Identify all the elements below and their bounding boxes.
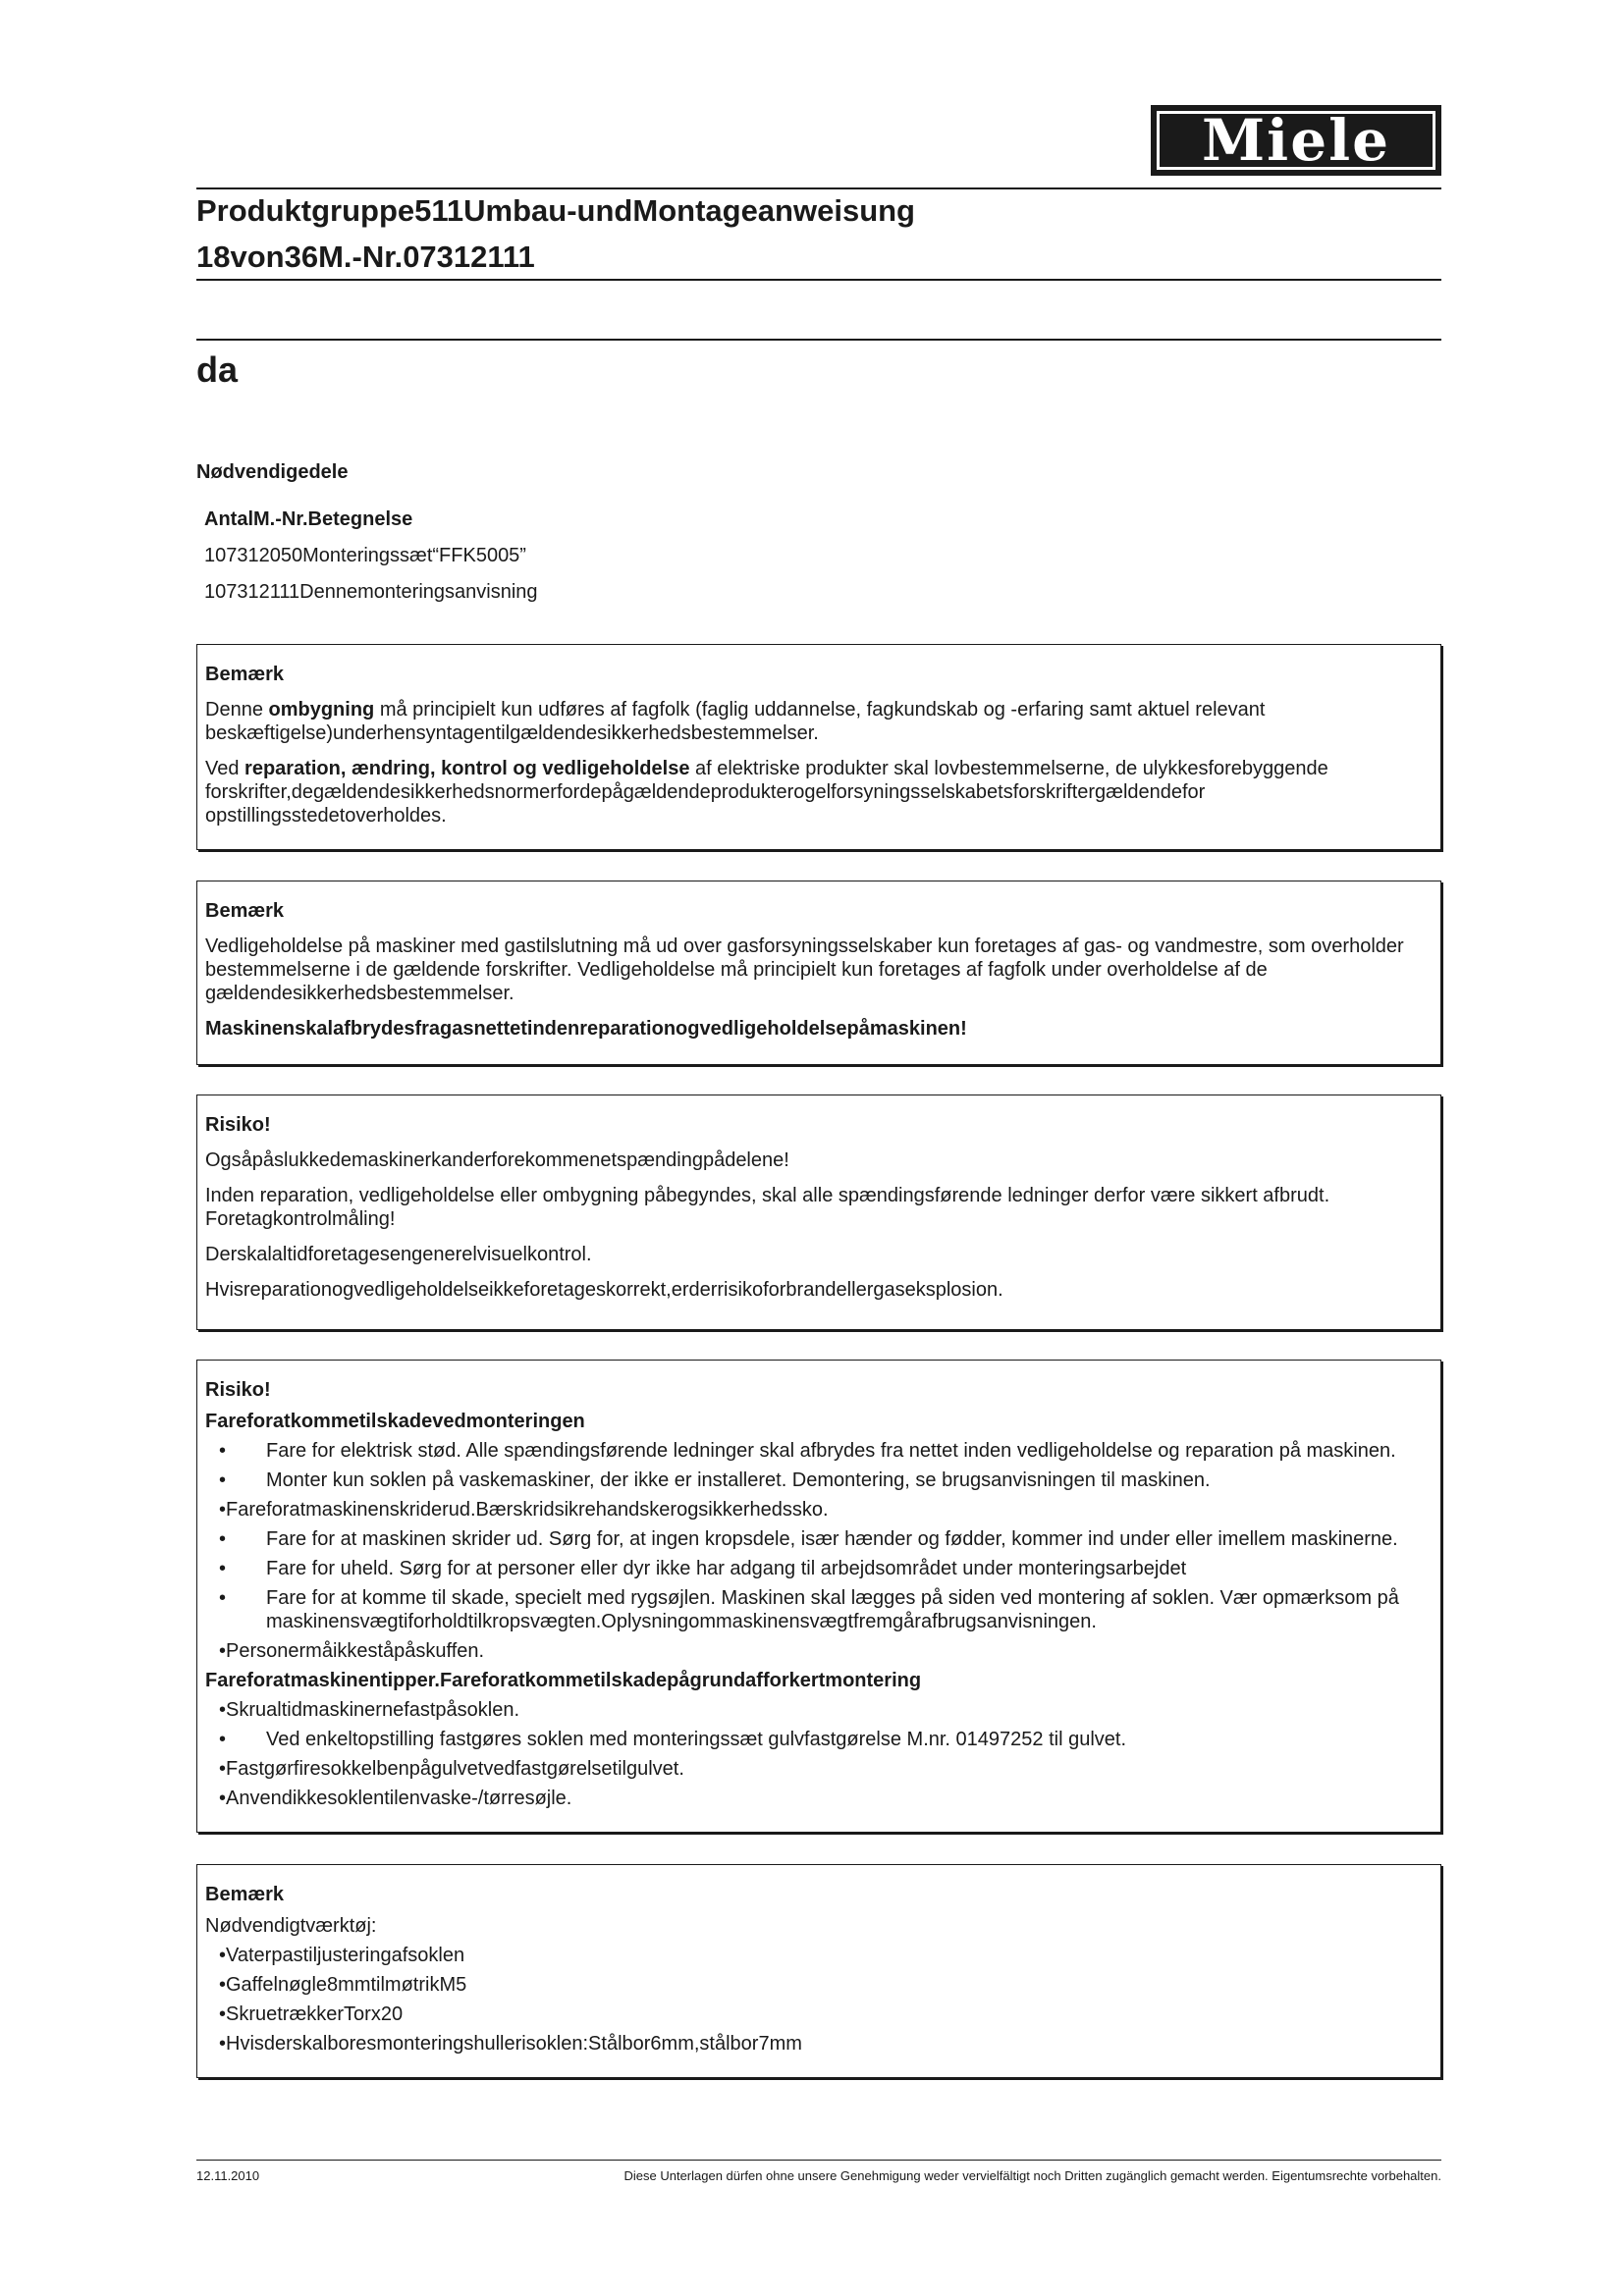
note-box-tools	[196, 1864, 1441, 2078]
header-rule-top	[196, 187, 1441, 189]
list-item: •Hvisderskalboresmonteringshullerisoklen:Stålbor6mm,stålbor7mm	[219, 2033, 802, 2055]
parts-table-row: 107312111Dennemonteringsanvisning	[204, 581, 538, 603]
box-title: Risiko!	[205, 1379, 271, 1401]
footer-rule	[196, 2160, 1441, 2161]
list-item: •Skrualtidmaskinernefastpåsoklen.	[219, 1699, 520, 1721]
parts-table-header: AntalM.-Nr.Betegnelse	[204, 508, 413, 530]
list-item: • Fare for at maskinen skrider ud. Sørg for, at ingen kropsdele, især hænder og fødder, kommer ind under eller imellem maskinerne.	[205, 1527, 1435, 1551]
brand-name: Miele	[1201, 107, 1391, 174]
document-page-info: 18von36M.-Nr.07312111	[196, 240, 535, 274]
list-item: • Fare for elektrisk stød. Alle spændingsførende ledninger skal afbrydes fra nettet inden vedligeholdelse og reparation på maskinen.	[205, 1439, 1435, 1463]
box-title: Bemærk	[205, 900, 285, 922]
list-item: •Vaterpastiljusteringafsoklen	[219, 1945, 465, 1966]
note-box-qualified-personnel	[196, 644, 1441, 850]
parts-table-row: 107312050Monteringssæt“FFK5005”	[204, 545, 526, 566]
box-title: Risiko!	[205, 1114, 271, 1136]
list-item: •Anvendikkesoklentilenvaske-/tørresøjle.	[219, 1788, 572, 1809]
required-parts-title: Nødvendigedele	[196, 461, 349, 483]
list-item: •SkruetrækkerTorx20	[219, 2003, 404, 2025]
hazard-list	[205, 1527, 1435, 1633]
list-item: • Fare for uheld. Sørg for at personer eller dyr ikke har adgang til arbejdsområdet under monteringsarbejdet	[205, 1557, 1435, 1580]
tools-list	[205, 1944, 1435, 2056]
miele-logo	[1151, 105, 1441, 176]
box-paragraph: Denne ombygning må principielt kun udføres af fagfolk (faglig uddannelse, fagkundskab og -erfaring samt aktuel relevant beskæftigelse)underhensyntagentilgældendesikkerhedsbestemmelser.	[205, 699, 1266, 744]
footer-date: 12.11.2010	[196, 2168, 260, 2183]
list-item: •Personermåikkeståpåskuffen.	[219, 1640, 485, 1662]
box-subheading: Fareforatmaskinentipper.Fareforatkommetilskadepågrundafforkertmontering	[205, 1670, 922, 1691]
required-parts-table	[204, 508, 538, 617]
risk-box-installation	[196, 1360, 1441, 1833]
box-paragraph: Vedligeholdelse på maskiner med gastilslutning må ud over gasforsyningsselskaber kun foretages af gas- og vandmestre, som overholder bestemmelserne i de gældende forskrifter. Vedligeholdelse må principielt kun foretages af fagfolk under overholdelse af de gældendesikkerhedsbestemmelser.	[205, 935, 1404, 1004]
list-item: • Monter kun soklen på vaskemaskiner, der ikke er installeret. Demontering, se brugsanvisningen til maskinen.	[205, 1468, 1435, 1492]
language-rule	[196, 339, 1441, 341]
hazard-list	[205, 1728, 1435, 1751]
risk-box-voltage	[196, 1095, 1441, 1330]
box-paragraph: Ogsåpåslukkedemaskinerkanderforekommenetspændingpådelene!	[205, 1149, 789, 1171]
list-item: • Fare for at komme til skade, specielt med rygsøjlen. Maskinen skal lægges på siden ved montering af soklen. Vær opmærksom på maskinensvægtiforholdtilkropsvægten.Oplysningommaskinensvægtfremgårafbrugsanvisningen.	[205, 1586, 1435, 1633]
footer-copyright-note: Diese Unterlagen dürfen ohne unsere Genehmigung weder vervielfältigt noch Dritten zugänglich gemacht werden. Eigentumsrechte vorbehalten.	[623, 2168, 1441, 2183]
box-title: Bemærk	[205, 664, 285, 685]
box-paragraph: Hvisreparationogvedligeholdelseikkeforetageskorrekt,erderrisikoforbrandellergaseksplosion.	[205, 1279, 1003, 1301]
language-code: da	[196, 349, 239, 390]
list-item: •Gaffelnøgle8mmtilmøtrikM5	[219, 1974, 467, 1996]
box-paragraph: Derskalaltidforetagesengenerelvisuelkontrol.	[205, 1244, 592, 1265]
list-item: •Fastgørfiresokkelbenpågulvetvedfastgørelsetilgulvet.	[219, 1758, 684, 1780]
header-rule-bottom	[196, 279, 1441, 281]
list-item: •Fareforatmaskinenskriderud.Bærskridsikrehandskerogsikkerhedssko.	[219, 1499, 829, 1521]
note-box-gas-maintenance	[196, 881, 1441, 1065]
box-paragraph: Ved reparation, ændring, kontrol og vedligeholdelse af elektriske produkter skal lovbestemmelserne, de ulykkesforebyggende forskrifter,degældendesikkerhedsnormerfordepågældendeprodukterogelforsyningsselskabetsforskriftergældendefor opstillingsstedetoverholdes.	[205, 758, 1328, 827]
hazard-list	[205, 1439, 1435, 1492]
box-subheading: Fareforatkommetilskadevedmonteringen	[205, 1411, 585, 1432]
list-item: • Ved enkeltopstilling fastgøres soklen med monteringssæt gulvfastgørelse M.nr. 01497252 til gulvet.	[205, 1728, 1435, 1751]
box-paragraph: Inden reparation, vedligeholdelse eller ombygning påbegyndes, skal alle spændingsførende ledninger derfor være sikkert afbrudt. Foretagkontrolmåling!	[205, 1185, 1330, 1230]
tools-intro: Nødvendigtværktøj:	[205, 1915, 377, 1937]
box-title: Bemærk	[205, 1884, 285, 1905]
document-title: Produktgruppe511Umbau-undMontageanweisung	[196, 193, 915, 228]
box-warning-line: Maskinenskalafbrydesfragasnettetindenreparationogvedligeholdelsepåmaskinen!	[205, 1018, 967, 1040]
